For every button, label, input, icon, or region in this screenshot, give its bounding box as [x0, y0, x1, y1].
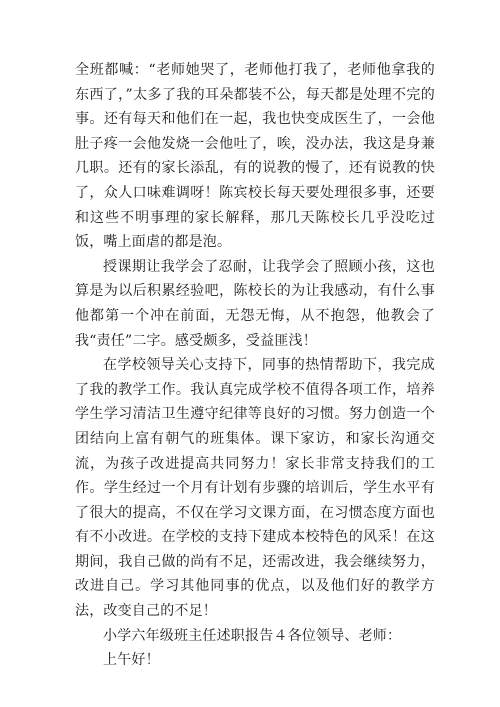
document-body — [75, 58, 435, 673]
paragraph-2: 授课期让我学会了忍耐，让我学会了照顾小孩，这也算是为以后积累经验吧，陈校长的为让我感动，有什么事他都第一个冲在前面，无怨无悔，从不抱怨，他教会了我“责任”二字。感受颇多，受益匪浅！ — [75, 258, 435, 349]
greeting-line: 上午好！ — [103, 652, 160, 669]
report-title-line: 小学六年级班主任述职报告４各位领导、老师： — [103, 627, 402, 644]
paragraph-1: 全班都喊：“老师她哭了，老师他打我了，老师他拿我的东西了，”太多了我的耳朵都装不公，每天都是处理不完的事。还有每天和他们在一起，我也快变成医生了，一会他肚子疼一会他发烧一会他吐了，唉，没办法，我这是身兼几职。还有的家长添乱，有的说教的慢了，还有说教的快了，众人口味难调呀！陈宾校长每天要处理很多事，还要和这些不明事理的家长解释，那几天陈校长几乎没吃过饭，嘴上面虐的都是泡。 — [75, 62, 435, 251]
paragraph-3: 在学校领导关心支持下，同事的热情帮助下，我完成了我的教学工作。我认真完成学校不值得各项工作，培养学生学习清洁卫生遵守纪律等良好的习惯。努力创造一个团结向上富有朝气的班集体。课下家访，和家长沟通交流，为孩子改进提高共同努力！家长非常支持我们的工作。学生经过一个月有计划有步骤的培训后，学生水平有了很大的提高，不仅在学习文课方面，在习惯态度方面也有不小改进。在学校的支持下建成本校特色的风采！在这期间，我自己做的尚有不足，还需改进，我会继续努力，改进自己。学习其他同事的优点，以及他们好的教学方法，改变自己的不足！ — [75, 357, 435, 620]
